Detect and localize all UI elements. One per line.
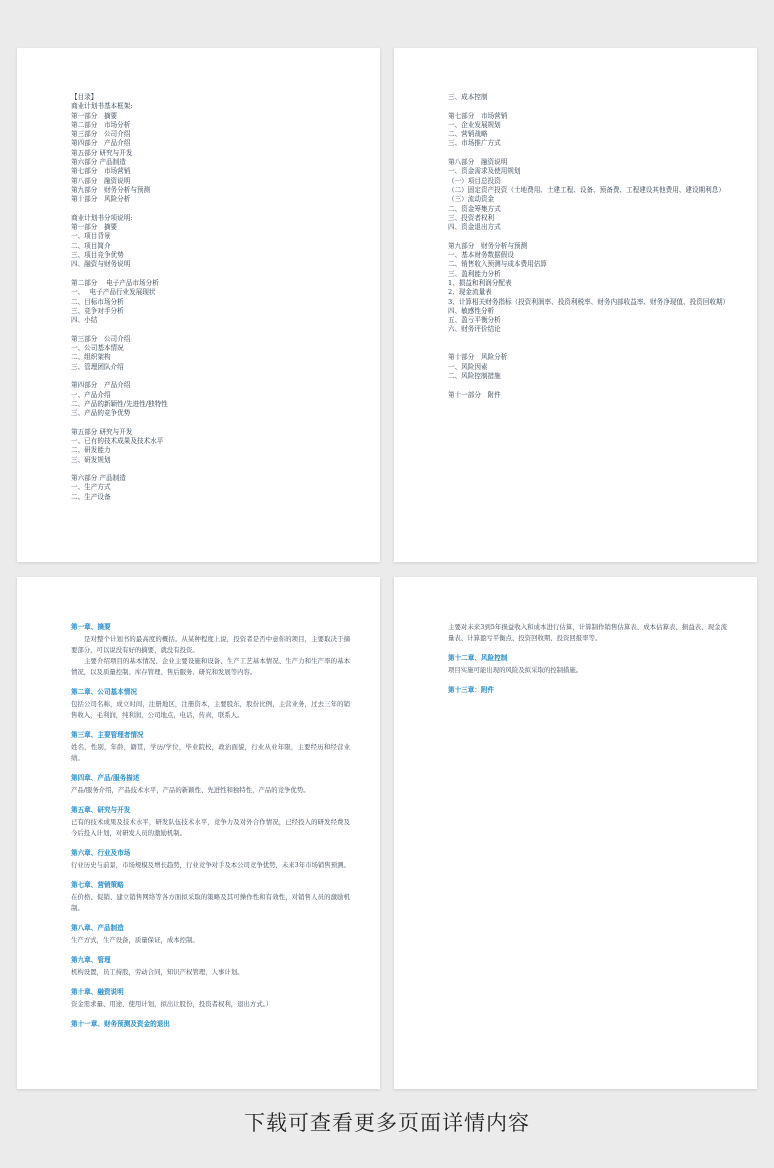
- outline-line: 二、研发能力: [71, 446, 111, 455]
- chapter-descriptions-continued: [448, 622, 727, 697]
- outline-line: 1、损益和利润分配表: [448, 278, 512, 287]
- spacer: [448, 232, 727, 241]
- outline-line: 四、融资与财务说明: [71, 260, 131, 269]
- outline-line: 第三部分 公司介绍: [71, 334, 131, 343]
- outline-line: 第九部分 财务分析与预测: [71, 185, 151, 194]
- outline-line: 第十部分 风险分析: [71, 195, 131, 204]
- outline-line: 二、生产设备: [71, 492, 111, 501]
- outline-line: 第七部分 市场营销: [448, 111, 508, 120]
- table-of-contents: [71, 93, 350, 502]
- outline-line: 二、组织架构: [71, 353, 111, 362]
- outline-line: 【目录】: [71, 93, 98, 101]
- outline-line: 第六部分 产品制造: [71, 474, 126, 483]
- outline-line: 三、市场推广方式: [448, 139, 501, 148]
- spacer: [71, 205, 350, 214]
- spacer: [448, 381, 727, 390]
- outline-line: 一、已有的技术成果及技术水平: [71, 436, 164, 445]
- spacer: [71, 325, 350, 334]
- outline-line: 一、风险因素: [448, 362, 488, 371]
- chapter-heading: 第十二章、风险控制: [448, 654, 508, 662]
- outline-line: 二、产品的新颖性/先进性/独特性: [71, 399, 168, 408]
- outline-line: 一、项目背景: [71, 232, 111, 241]
- outline-line: 第二部分 电子产品市场分析: [71, 278, 159, 287]
- spacer: [71, 270, 350, 279]
- outline-line: 一、产品介绍: [71, 390, 111, 399]
- document-page-2: [394, 48, 757, 562]
- outline-line: （三）流动资金: [448, 195, 495, 204]
- outline-line: 二、资金筹集方式: [448, 204, 501, 213]
- outline-line: 商业计划书基本框架:: [71, 102, 133, 111]
- document-page-4: [394, 577, 757, 1089]
- spacer: [448, 149, 727, 158]
- outline-line: 二、风险控制措施: [448, 371, 501, 380]
- page4-intro: 主要对未来3到5年损益收入和成本进行估算，计算制作销售估算表、成本估算表、损益表、现金流量表、计算盈亏平衡点、投资回收期、投资回报率等。: [448, 623, 727, 642]
- chapter-paragraph: 包括公司名称，成立时间，注册地区，注册资本，主要股东，股份比例，主营业务，过去三年的销售收入，毛利润，纯利润，公司地点，电话，传真，联系人。: [71, 700, 350, 719]
- outline-line: （一）项目总投资: [448, 176, 501, 185]
- outline-line: 一、企业发展规划: [448, 120, 501, 129]
- spacer: [71, 418, 350, 427]
- outline-line: 第一部分 摘要: [71, 223, 118, 232]
- document-page-1: [17, 48, 380, 562]
- outline-line: 三、投资者权利: [448, 213, 495, 222]
- download-hint: 下载可查看更多页面详情内容: [244, 1111, 530, 1135]
- outline-line: 第五部分 研究与开发: [71, 427, 133, 436]
- outline-line: 一、资金需求及使用规划: [448, 167, 521, 176]
- chapter-heading: 第六章、行业及市场: [71, 849, 131, 857]
- outline-line: 三、管理团队介绍: [71, 362, 124, 371]
- outline-line: 3、计算相关财务指标（投资利润率、投资利税率、财务内部收益率、财务净现值、投资回收期）: [448, 297, 730, 306]
- outline-line: 第八部分 融资说明: [71, 176, 131, 185]
- outline-line: （二）固定资产投资（土地费用、土建工程、设备、预备费、工程建设其他费用、建设期利息）: [448, 185, 725, 194]
- chapter-heading: 第十一章、财务预测及资金的退出: [71, 1020, 170, 1028]
- chapter-paragraph: 在价格、促销、建立销售网络等各方面拟采取的策略及其可操作性和有效性，对销售人员的激励机制。: [71, 893, 350, 912]
- outline-line: 二、营销战略: [448, 130, 488, 139]
- chapter-heading: 第一章、摘要: [71, 623, 111, 631]
- outline-line: 三、产品的竞争优势: [71, 409, 131, 418]
- outline-line: 二、销售收入预测与成本费用估算: [448, 260, 547, 269]
- outline-line: 第十部分 风险分析: [448, 353, 508, 362]
- chapter-heading: 第四章、产品/服务描述: [71, 774, 140, 782]
- chapter-heading: 第五章、研究与开发: [71, 806, 131, 814]
- outline-line: 三、竞争对手分析: [71, 306, 124, 315]
- chapter-paragraph: 是对整个计划书的最高度的概括。从某种程度上说，投资者是否中意你的项目，主要取决于摘要部分，可以说没有好的摘要，就没有投资。: [71, 635, 350, 654]
- chapter-paragraph: 生产方式，生产设备，质量保证，成本控制。: [71, 936, 199, 944]
- chapter-paragraph: 产品/服务介绍，产品技术水平，产品的新颖性、先进性和独特性，产品的竞争优势。: [71, 786, 310, 794]
- chapter-paragraph: 项目实施可能出现的风险及拟采取的控制措施。: [448, 666, 583, 674]
- outline-line: 第四部分 产品介绍: [71, 139, 131, 148]
- spacer: [448, 335, 727, 344]
- outline-line: 一、基本财务数据假设: [448, 251, 514, 260]
- outline-line: 第一部分 摘要: [71, 111, 118, 120]
- spacer: [71, 465, 350, 474]
- chapter-paragraph: 资金需求量、用途、使用计划，拟出让股份，投资者权利，退出方式。）: [71, 1000, 273, 1008]
- chapter-paragraph: 姓名，性别，年龄，籍贯，学历/学位，毕业院校，政治面貌，行业从业年限，主要经历和经营业绩。: [71, 743, 350, 762]
- outline-line: 二、目标市场分析: [71, 297, 124, 306]
- outline-line: 一、 电子产品行业发展现状: [71, 288, 156, 297]
- chapter-heading: 第十章、融资说明: [71, 988, 124, 996]
- outline-line: 第八部分 融资说明: [448, 158, 508, 167]
- outline-line: 一、公司基本情况: [71, 344, 124, 353]
- outline-line: 四、资金退出方式: [448, 223, 501, 232]
- outline-line: 四、敏感性分析: [448, 306, 495, 315]
- outline-line: 商业计划书分项说明:: [71, 213, 133, 222]
- outline-line: 四、小结: [71, 316, 98, 325]
- outline-continued: [448, 93, 730, 400]
- outline-line: 三、盈利能力分析: [448, 269, 501, 278]
- outline-line: 第三部分 公司介绍: [71, 130, 131, 139]
- spacer: [448, 102, 727, 111]
- chapter-heading: 第九章、管理: [71, 956, 111, 964]
- outline-line: 第六部分 产品制造: [71, 158, 126, 167]
- outline-line: 六、财务评价结论: [448, 325, 501, 334]
- document-page-3: [17, 577, 380, 1089]
- spacer: [71, 372, 350, 381]
- outline-line: 第九部分 财务分析与预测: [448, 241, 528, 250]
- outline-line: 第十一部分 附件: [448, 390, 501, 399]
- chapter-paragraph: 已有的技术成果及技术水平，研发队伍技术水平，竞争力及对外合作情况，已经投入的研发经费及今后投入计划，对研发人员的激励机制。: [71, 818, 350, 837]
- chapter-heading: 第八章、产品制造: [71, 924, 124, 932]
- outline-line: 第四部分 产品介绍: [71, 381, 131, 390]
- chapter-paragraph: 行业历史与前景，市场规模及增长趋势，行业竞争对手及本公司竞争优势，未来3年市场销售预测。: [71, 861, 350, 869]
- outline-line: 第七部分 市场营销: [71, 167, 131, 176]
- chapter-heading: 第二章、公司基本情况: [71, 688, 137, 696]
- outline-line: 第二部分 市场分析: [71, 120, 131, 129]
- outline-line: 一、生产方式: [71, 483, 111, 492]
- outline-line: 2、现金流量表: [448, 288, 492, 297]
- chapter-paragraph: 主要介绍项目的基本情况、企业主要设施和设备、生产工艺基本情况、生产力和生产率的基本情况，以及质量控制、库存管理、售后服务、研究和发展等内容。: [71, 657, 350, 676]
- chapter-heading: 第三章、主要管理者情况: [71, 731, 144, 739]
- chapter-paragraph: 机构设置，员工持股，劳动合同，知识产权管理，人事计划。: [71, 968, 244, 976]
- chapter-heading: 第七章、营销策略: [71, 881, 124, 889]
- outline-line: 三、项目竞争优势: [71, 251, 124, 260]
- chapter-heading: 第十三章：附件: [448, 686, 495, 694]
- outline-line: 二、项目简介: [71, 241, 111, 250]
- outline-line: 三、研发规划: [71, 455, 111, 464]
- chapter-descriptions: [71, 622, 350, 1031]
- outline-line: 三、成本控制: [448, 93, 488, 101]
- spacer: [448, 344, 727, 353]
- outline-line: 第五部分 研究与开发: [71, 148, 133, 157]
- outline-line: 五、盈亏平衡分析: [448, 316, 501, 325]
